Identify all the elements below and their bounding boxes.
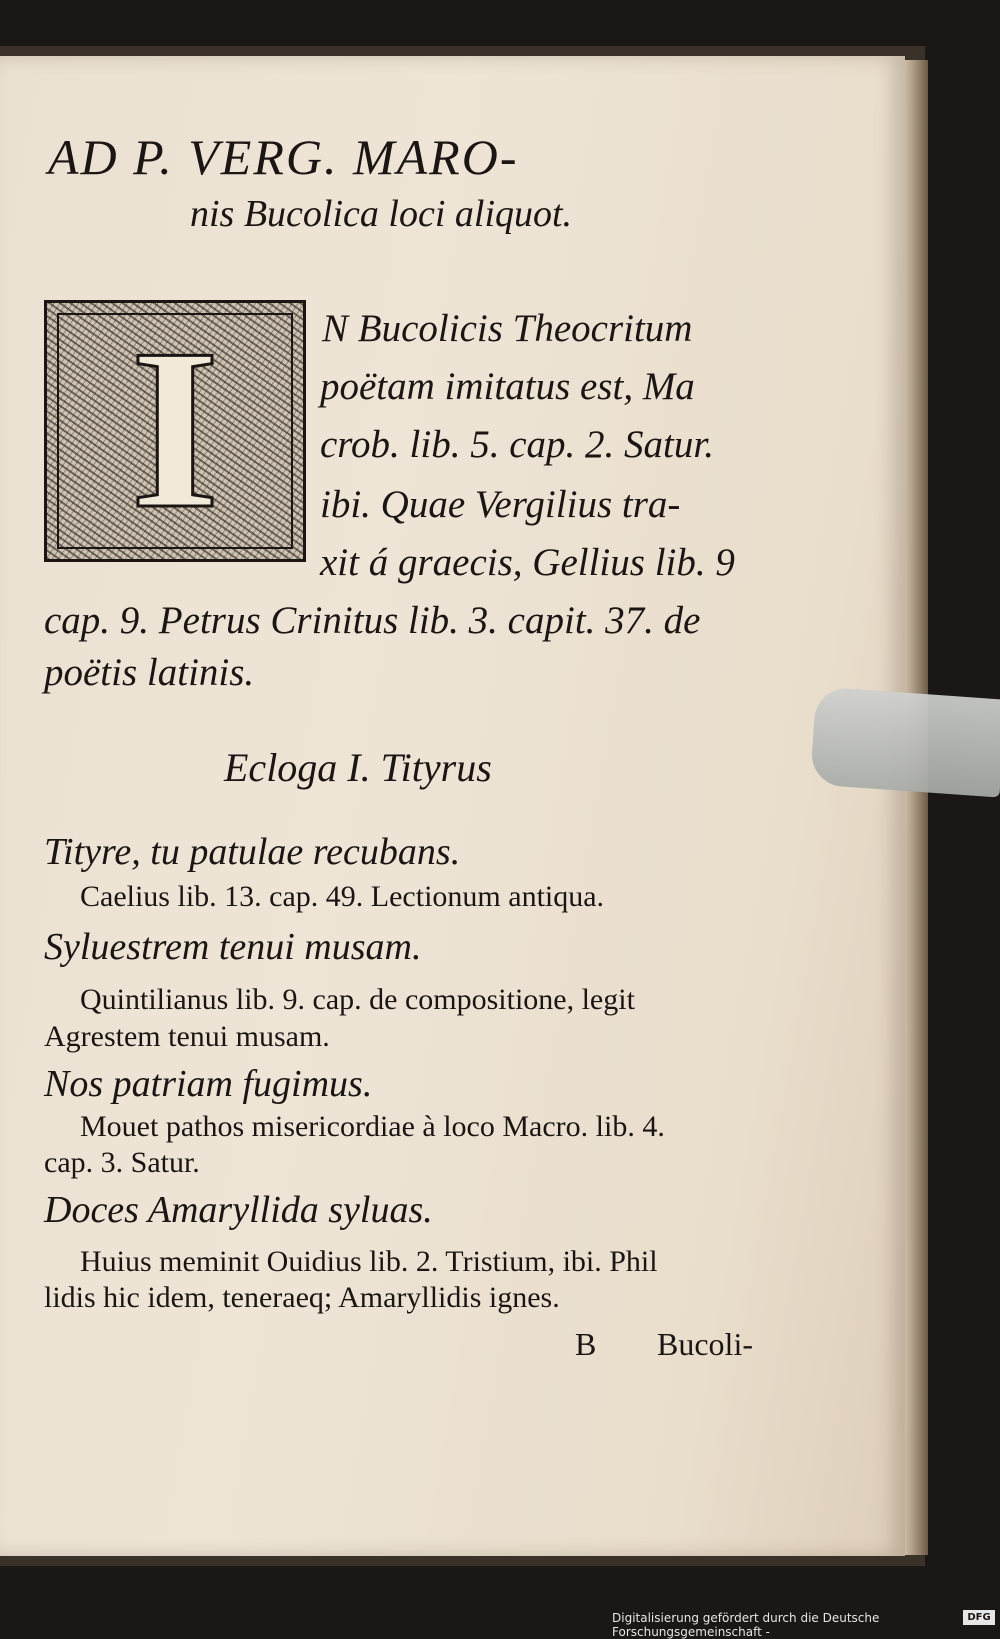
decorated-initial: [44, 300, 306, 562]
intro-line: poëtam imitatus est, Ma: [320, 365, 695, 408]
digitization-credit: Digitalisierung gefördert durch die Deutsche Forschungsgemeinschaft -: [612, 1611, 880, 1639]
commentary-line: cap. 3. Satur.: [44, 1146, 200, 1179]
verse-lemma: Tityre, tu patulae recubans.: [44, 831, 461, 873]
verse-lemma: Nos patriam fugimus.: [44, 1063, 373, 1105]
dfg-logo: DFG: [963, 1610, 995, 1625]
intro-line: poëtis latinis.: [44, 651, 255, 694]
intro-line: N Bucolicis Theocritum: [322, 307, 693, 350]
heading-line-1: AD P. VERG. MARO-: [48, 129, 519, 185]
intro-line: ibi. Quae Vergilius tra-: [320, 483, 681, 526]
intro-line: xit á graecis, Gellius lib. 9: [320, 541, 735, 584]
signature-mark: B: [575, 1326, 597, 1362]
section-heading: Ecloga I. Tityrus: [224, 745, 492, 790]
book-page: [0, 56, 905, 1556]
commentary-line: Mouet pathos misericordiae à loco Macro. lib. 4.: [80, 1110, 665, 1143]
verse-lemma: Doces Amaryllida syluas.: [44, 1189, 433, 1231]
commentary-line: lidis hic idem, teneraeq; Amaryllidis ignes.: [44, 1281, 560, 1314]
initial-letter: I: [130, 301, 220, 556]
verse-lemma: Syluestrem tenui musam.: [44, 926, 422, 968]
catchword: Bucoli-: [657, 1326, 753, 1362]
heading-line-2: nis Bucolica loci aliquot.: [190, 193, 573, 235]
commentary-line: Huius meminit Ouidius lib. 2. Tristium, ibi. Phil: [80, 1245, 658, 1278]
intro-line: crob. lib. 5. cap. 2. Satur.: [320, 423, 714, 466]
commentary-line: Agrestem tenui musam.: [44, 1020, 330, 1053]
bookmark-strip: [810, 686, 1000, 797]
commentary-line: Quintilianus lib. 9. cap. de compositione, legit: [80, 983, 635, 1016]
intro-line: cap. 9. Petrus Crinitus lib. 3. capit. 37. de: [44, 599, 701, 642]
commentary-line: Caelius lib. 13. cap. 49. Lectionum antiqua.: [80, 880, 605, 913]
